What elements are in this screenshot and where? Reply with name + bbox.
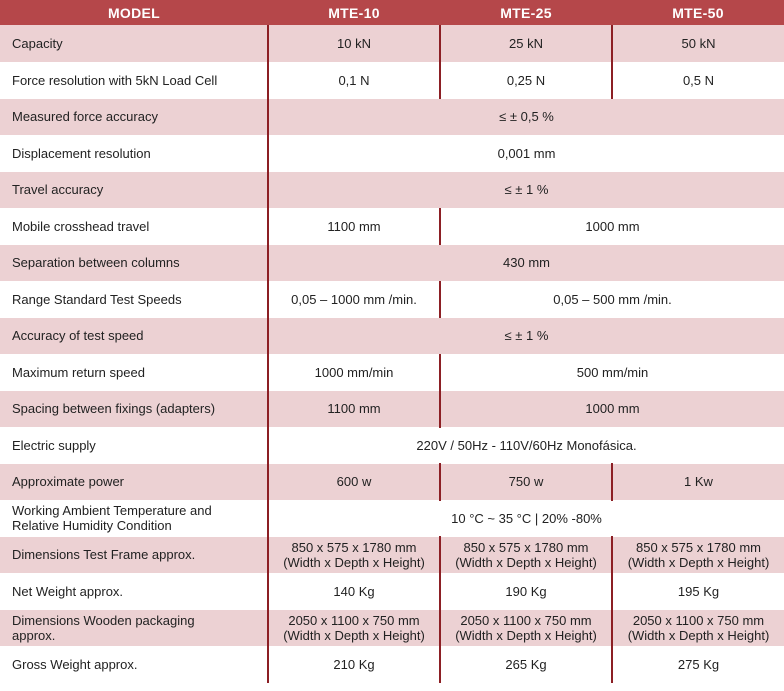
- cell-mte10: 600 w: [268, 463, 440, 500]
- row-displacement-resolution: [0, 135, 784, 171]
- cell-mte50: [612, 536, 784, 573]
- cell-mte25: 0,25 N: [440, 62, 612, 98]
- cell-all-models: ≤ ± 1 %: [268, 317, 784, 354]
- cell-mte10: 210 Kg: [268, 646, 440, 682]
- row-fixing-spacing: [0, 390, 784, 427]
- cell-mte10: 0,1 N: [268, 62, 440, 98]
- row-net-weight: [0, 573, 784, 609]
- row-label: Electric supply: [0, 427, 268, 463]
- row-label: Capacity: [0, 25, 268, 62]
- row-column-separation: [0, 244, 784, 281]
- row-capacity: [0, 25, 784, 62]
- row-gross-weight: [0, 646, 784, 682]
- dimension-value: 2050 x 1100 x 750 mm: [288, 612, 420, 628]
- cell-all-models: 0,001 mm: [268, 135, 784, 171]
- header-mte10: MTE-10: [268, 0, 440, 25]
- row-label: Spacing between fixings (adapters): [0, 390, 268, 427]
- cell-mte25-mte50: 0,05 – 500 mm /min.: [440, 281, 784, 317]
- row-label: Separation between columns: [0, 244, 268, 281]
- cell-mte25: 190 Kg: [440, 573, 612, 609]
- row-label: [0, 500, 268, 536]
- row-label: Mobile crosshead travel: [0, 208, 268, 244]
- dimension-value: 850 x 575 x 1780 mm: [635, 539, 762, 555]
- row-return-speed: [0, 354, 784, 390]
- cell-mte10: 140 Kg: [268, 573, 440, 609]
- cell-mte25-mte50: 1000 mm: [440, 208, 784, 244]
- row-label-line2: Relative Humidity Condition: [12, 518, 172, 533]
- row-frame-dimensions: [0, 536, 784, 573]
- cell-mte25: [440, 609, 612, 646]
- cell-mte10: [268, 536, 440, 573]
- cell-mte10: 1100 mm: [268, 390, 440, 427]
- row-speed-accuracy: [0, 317, 784, 354]
- cell-all-models: 220V / 50Hz - 110V/60Hz Monofásica.: [268, 427, 784, 463]
- row-force-resolution: [0, 62, 784, 98]
- row-label: Measured force accuracy: [0, 98, 268, 135]
- cell-mte50: 275 Kg: [612, 646, 784, 682]
- cell-all-models: 430 mm: [268, 244, 784, 281]
- row-test-speeds: [0, 281, 784, 317]
- row-travel-accuracy: [0, 171, 784, 208]
- cell-mte25: 25 kN: [440, 25, 612, 62]
- cell-mte10: 1100 mm: [268, 208, 440, 244]
- row-label-line1: Dimensions Wooden packaging: [12, 612, 195, 628]
- cell-all-models: 10 °C ~ 35 °C | 20% -80%: [268, 500, 784, 536]
- row-label: Travel accuracy: [0, 171, 268, 208]
- row-force-accuracy: [0, 98, 784, 135]
- cell-mte25: 750 w: [440, 463, 612, 500]
- dimension-value: 2050 x 1100 x 750 mm: [460, 612, 592, 628]
- cell-mte50: [612, 609, 784, 646]
- row-label: Displacement resolution: [0, 135, 268, 171]
- header-mte25: MTE-25: [440, 0, 612, 25]
- cell-mte10: 1000 mm/min: [268, 354, 440, 390]
- row-label: Net Weight approx.: [0, 573, 268, 609]
- header-model: MODEL: [0, 0, 268, 25]
- row-label: Force resolution with 5kN Load Cell: [0, 62, 268, 98]
- dimension-legend: (Width x Depth x Height): [455, 554, 597, 570]
- row-label: Dimensions Test Frame approx.: [0, 536, 268, 573]
- dimension-legend: (Width x Depth x Height): [283, 554, 425, 570]
- cell-mte50: 0,5 N: [612, 62, 784, 98]
- dimension-value: 850 x 575 x 1780 mm: [291, 539, 417, 555]
- cell-mte50: 50 kN: [612, 25, 784, 62]
- cell-mte10: 10 kN: [268, 25, 440, 62]
- dimension-legend: (Width x Depth x Height): [283, 627, 425, 643]
- header-row: [0, 0, 784, 25]
- row-label-line2: approx.: [12, 627, 56, 643]
- cell-mte50: 1 Kw: [612, 463, 784, 500]
- row-label: Range Standard Test Speeds: [0, 281, 268, 317]
- cell-mte50: 195 Kg: [612, 573, 784, 609]
- cell-all-models: ≤ ± 0,5 %: [268, 98, 784, 135]
- row-power: [0, 463, 784, 500]
- dimension-legend: (Width x Depth x Height): [455, 627, 597, 643]
- row-electric-supply: [0, 427, 784, 463]
- row-ambient-conditions: [0, 500, 784, 536]
- cell-all-models: ≤ ± 1 %: [268, 171, 784, 208]
- dimension-value: 850 x 575 x 1780 mm: [463, 539, 589, 555]
- cell-mte10: 0,05 – 1000 mm /min.: [268, 281, 440, 317]
- row-label: Accuracy of test speed: [0, 317, 268, 354]
- cell-mte10: [268, 609, 440, 646]
- row-label-line1: Working Ambient Temperature and: [12, 503, 212, 518]
- row-label: Approximate power: [0, 463, 268, 500]
- cell-mte25: [440, 536, 612, 573]
- cell-mte25: 265 Kg: [440, 646, 612, 682]
- row-packaging-dimensions: [0, 609, 784, 646]
- row-label: Maximum return speed: [0, 354, 268, 390]
- row-label: [0, 609, 268, 646]
- dimension-legend: (Width x Depth x Height): [627, 554, 770, 570]
- dimension-legend: (Width x Depth x Height): [627, 627, 770, 643]
- header-mte50: MTE-50: [612, 0, 784, 25]
- row-label: Gross Weight approx.: [0, 646, 268, 682]
- dimension-value: 2050 x 1100 x 750 mm: [632, 612, 765, 628]
- cell-mte25-mte50: 1000 mm: [440, 390, 784, 427]
- cell-mte25-mte50: 500 mm/min: [440, 354, 784, 390]
- row-crosshead-travel: [0, 208, 784, 244]
